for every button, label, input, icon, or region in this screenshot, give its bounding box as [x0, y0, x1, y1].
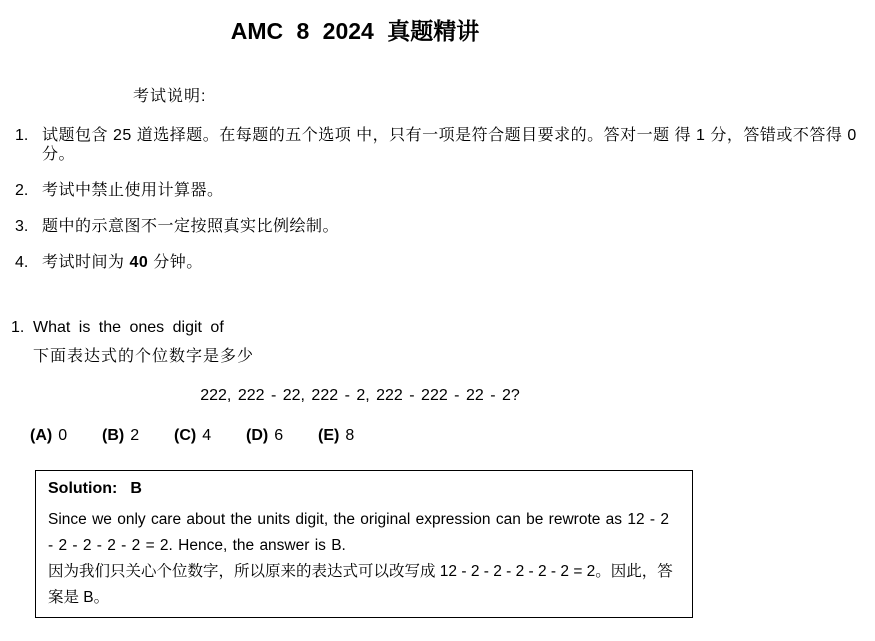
option-e	[318, 426, 390, 446]
option-a	[30, 426, 102, 446]
instruction-item	[15, 253, 875, 272]
instruction-text: 试题包含 25 道选择题。在每题的五个选项 中，只有一项是符合题目要求的。答对一题 得 1 分，答错或不答得 0 分。	[42, 127, 857, 163]
option-label: (C)	[174, 427, 197, 444]
option-value: 8	[345, 427, 355, 444]
instructions-list	[0, 126, 875, 272]
option-c	[174, 426, 246, 446]
option-label: (B)	[102, 427, 125, 444]
page-title: AMC 8 2024 真题精讲	[230, 18, 480, 44]
solution-text-en: Since we only care about the units digit, the original expression can be rewrote as 12 - 2 - 2 - 2 - 2 - 2 = 2. Hence, the answer is B.	[48, 511, 669, 554]
instructions-heading: 考试说明:	[133, 88, 207, 105]
instruction-number: 3.	[15, 218, 29, 235]
instruction-number: 1.	[15, 127, 29, 144]
option-value: 4	[202, 427, 212, 444]
question-text-en: What is the ones digit of	[33, 319, 224, 336]
solution-box	[35, 470, 693, 618]
question-line-en	[11, 318, 875, 338]
question-text-zh: 下面表达式的个位数字是多少	[33, 348, 255, 365]
instruction-text: 考试中禁止使用计算器。	[42, 182, 224, 199]
option-b	[102, 426, 174, 446]
option-label: (D)	[246, 427, 269, 444]
question-expression: 222, 222 - 22, 222 - 2, 222 - 222 - 22 - 2?	[200, 387, 520, 404]
option-d	[246, 426, 318, 446]
answer-options	[30, 426, 875, 446]
solution-heading	[48, 479, 679, 499]
document-page	[0, 20, 875, 641]
question-1	[0, 318, 875, 446]
option-label: (E)	[318, 427, 340, 444]
instruction-number: 4.	[15, 254, 29, 271]
solution-text-zh: 因为我们只关心个位数字，所以原来的表达式可以改写成 12 - 2 - 2 - 2 - 2 - 2 = 2。因此，答案是 B。	[48, 563, 673, 606]
instruction-item	[15, 126, 875, 164]
exam-duration-value: 40	[129, 254, 149, 271]
option-value: 0	[58, 427, 68, 444]
instruction-number: 2.	[15, 182, 29, 199]
option-value: 2	[130, 427, 140, 444]
instruction-text-post: 分钟。	[148, 254, 203, 271]
instruction-text: 题中的示意图不一定按照真实比例绘制。	[42, 218, 340, 235]
solution-answer: B	[130, 480, 142, 497]
option-value: 6	[274, 427, 284, 444]
question-number: 1.	[11, 319, 25, 336]
instruction-item	[15, 217, 875, 236]
solution-label: Solution:	[48, 480, 118, 497]
option-label: (A)	[30, 427, 53, 444]
instruction-text-pre: 考试时间为	[42, 254, 130, 271]
instruction-item	[15, 181, 875, 200]
instruction-text	[42, 253, 203, 272]
